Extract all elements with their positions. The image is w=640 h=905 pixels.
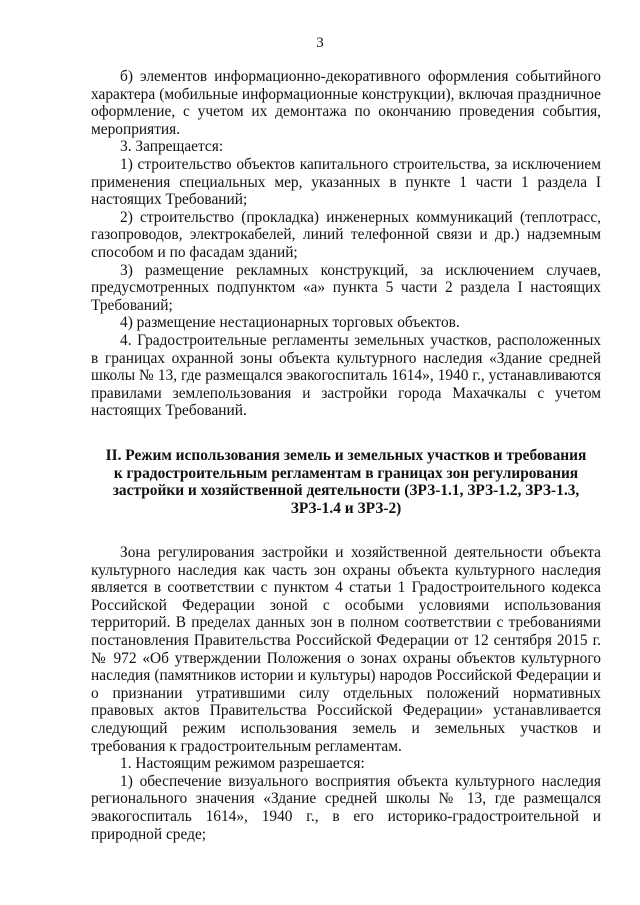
paragraph-prohibited-4: 4) размещение нестационарных торговых объектов. [120,314,460,332]
section-heading-line: ЗРЗ-1.4 и ЗРЗ-2) [290,500,402,518]
paragraph-zone-intro: Зона регулирования застройки и хозяйственной деятельности объекта культурного наследия как часть зон охраны объекта культурного наследия является в соответствии с пунктом 4 статьи 1 Градостроительного кодекса Российской Федерации зоной с особыми условиями использования территорий. В пределах данных зон в полном соответствии с требованиями постановления Правительства Российской Федерации от 12 сентября 2015 г. № 972 «Об утверждении Положения о зонах охраны объектов культурного наследия (памятников истории и культуры) народов Российской Федерации и о признании утратившими силу отдельных положений нормативных правовых актов Правительства Российской Федерации» устанавливается следующий режим использования земель и земельных участков и требования к градостроительным регламентам. [91,544,601,755]
paragraph-prohibited-1: 1) строительство объектов капитального строительства, за исключением применения специальных мер, указанных в пункте 1 части 1 раздела I настоящих Требований; [91,155,601,209]
section-heading-line: к градостроительным регламентам в границах зон регулирования [113,464,579,482]
section-heading-line: II. Режим использования земель и земельных участков и требования [105,446,587,464]
paragraph-regulations-4: 4. Градостроительные регламенты земельных участков, расположенных в границах охранной зоны объекта культурного наследия «Здание средней школы № 13, где размещался эвакогоспиталь 1614», 1940 г., устанавливаются правилами землепользования и застройки города Махачкалы с учетом настоящих Требований. [91,331,601,420]
page-number: 3 [316,35,324,51]
paragraph-prohibited-heading: 3. Запрещается: [120,138,224,156]
paragraph-permitted-heading: 1. Настоящим режимом разрешается: [120,755,365,773]
section-heading [91,447,601,518]
paragraph-prohibited-3: 3) размещение рекламных конструкций, за исключением случаев, предусмотренных подпунктом «а» пункта 5 части 2 раздела I настоящих Требований; [91,261,601,314]
document-body [91,68,601,843]
paragraph-permitted-1: 1) обеспечение визуального восприятия объекта культурного наследия регионального значения «Здание средней школы № 13, где размещался эвакогоспиталь 1614», 1940 г., в его историко-градостроительной и природной среде; [91,772,601,843]
paragraph-prohibited-2: 2) строительство (прокладка) инженерных коммуникаций (теплотрасс, газопроводов, электрокабелей, линий телефонной связи и др.) надземным способом и по фасадам зданий; [91,208,601,261]
section-heading-line: застройки и хозяйственной деятельности (ЗРЗ-1.1, ЗРЗ-1.2, ЗРЗ-1.3, [112,482,580,500]
paragraph-decoration-b: б) элементов информационно-декоративного оформления событийного характера (мобильные информационные конструкции), включая праздничное оформление, с учетом их демонтажа по окончанию проведения события, мероприятия. [91,68,601,138]
